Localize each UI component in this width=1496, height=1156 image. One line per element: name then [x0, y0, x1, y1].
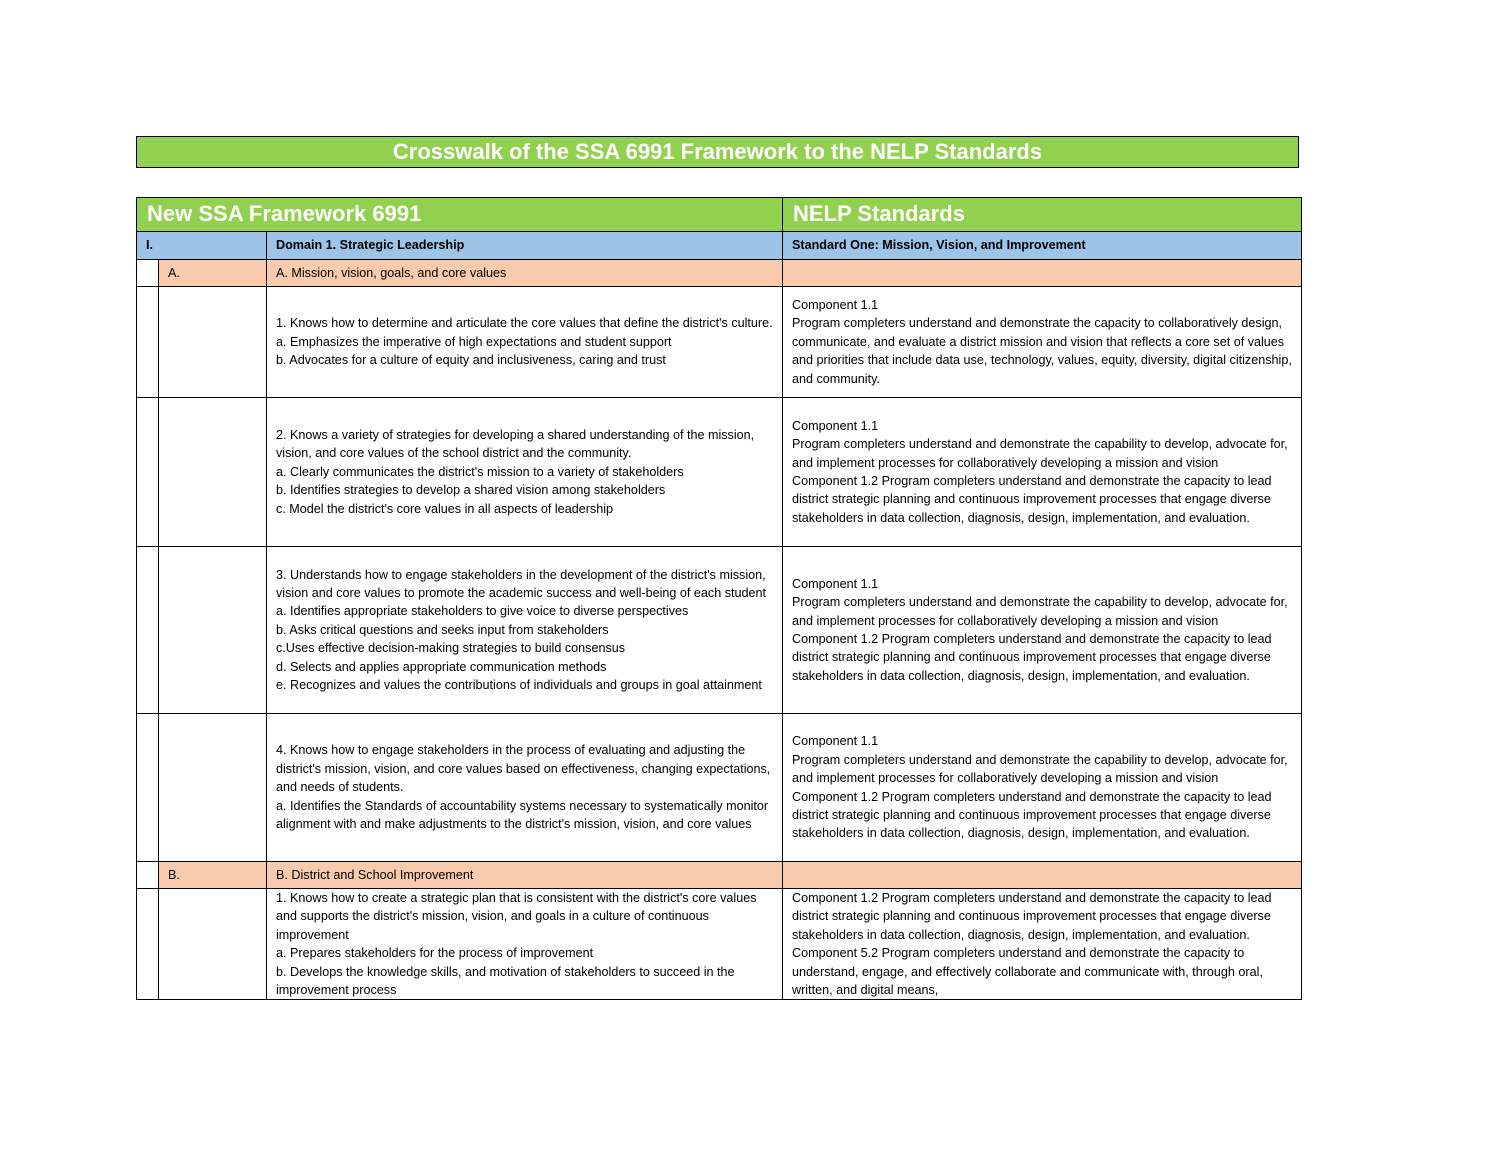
blank-cell	[137, 547, 159, 714]
blank-cell	[137, 862, 159, 889]
table-row	[137, 547, 1302, 714]
blank-cell	[159, 714, 267, 862]
framework-cell: 3. Understands how to engage stakeholders in the development of the district's mission, vision and core values to promote the academic success and well-being of each student a. Identifies appropriate stakeholders to give voice to diverse perspectives b. Asks critical questions and seeks input from stakeholders c.Uses effective decision-making strategies to build consensus d. Selects and applies appropriate communication methods e. Recognizes and values the contributions of individuals and groups in goal attainment	[267, 547, 783, 714]
framework-cell: 1. Knows how to create a strategic plan that is consistent with the district's core values and supports the district's mission, vision, and goals in a culture of continuous improvement a. Prepares stakeholders for the process of improvement b. Develops the knowledge skills, and motivation of stakeholders to succeed in the improvement process	[267, 889, 783, 1000]
nelp-column-header: NELP Standards	[783, 198, 1302, 232]
section-row-a	[137, 260, 1302, 287]
section-name: A. Mission, vision, goals, and core values	[267, 260, 783, 287]
nelp-cell: Component 1.1 Program completers understand and demonstrate the capacity to collaboratively design, communicate, and evaluate a district mission and vision that reflects a core set of values and priorities that include data use, technology, values, equity, diversity, digital citizenship, and community.	[783, 287, 1302, 398]
blank-cell	[159, 889, 267, 1000]
section-letter: A.	[159, 260, 267, 287]
blank-cell	[137, 398, 159, 547]
section-name: B. District and School Improvement	[267, 862, 783, 889]
blank-cell	[159, 398, 267, 547]
document-title: Crosswalk of the SSA 6991 Framework to the NELP Standards	[136, 136, 1299, 168]
framework-cell: 4. Knows how to engage stakeholders in the process of evaluating and adjusting the district's mission, vision, and core values based on effectiveness, changing expectations, and needs of students. a. Identifies the Standards of accountability systems necessary to systematically monitor alignment with and make adjustments to the district's mission, vision, and core values	[267, 714, 783, 862]
nelp-cell: Component 1.1 Program completers understand and demonstrate the capability to develop, advocate for, and implement processes for collaboratively developing a mission and vision Component 1.2 Program completers understand and demonstrate the capacity to lead district strategic planning and continuous improvement processes that engage diverse stakeholders in data collection, diagnosis, design, implementation, and evaluation.	[783, 398, 1302, 547]
table-row	[137, 287, 1302, 398]
crosswalk-table	[136, 197, 1302, 1000]
table-row	[137, 398, 1302, 547]
section-standard	[783, 260, 1302, 287]
blank-cell	[159, 287, 267, 398]
section-letter: B.	[159, 862, 267, 889]
table-row	[137, 714, 1302, 862]
nelp-cell: Component 1.2 Program completers understand and demonstrate the capacity to lead district strategic planning and continuous improvement processes that engage diverse stakeholders in data collection, diagnosis, design, implementation, and evaluation. Component 5.2 Program completers understand and demonstrate the capacity to understand, engage, and effectively collaborate and communicate with, through oral, written, and digital means,	[783, 889, 1302, 1000]
blank-cell	[137, 287, 159, 398]
nelp-cell: Component 1.1 Program completers understand and demonstrate the capability to develop, advocate for, and implement processes for collaboratively developing a mission and vision Component 1.2 Program completers understand and demonstrate the capacity to lead district strategic planning and continuous improvement processes that engage diverse stakeholders in data collection, diagnosis, design, implementation, and evaluation.	[783, 714, 1302, 862]
blank-cell	[137, 889, 159, 1000]
blank-cell	[159, 547, 267, 714]
framework-cell: 1. Knows how to determine and articulate the core values that define the district's culture. a. Emphasizes the imperative of high expectations and student support b. Advocates for a culture of equity and inclusiveness, caring and trust	[267, 287, 783, 398]
section-row-b	[137, 862, 1302, 889]
domain-name: Domain 1. Strategic Leadership	[267, 232, 783, 260]
domain-row	[137, 232, 1302, 260]
section-standard	[783, 862, 1302, 889]
table-row	[137, 889, 1302, 1000]
blank-cell	[137, 714, 159, 862]
domain-number: I.	[137, 232, 267, 260]
table-header-row	[137, 198, 1302, 232]
framework-cell: 2. Knows a variety of strategies for developing a shared understanding of the mission, vision, and core values of the school district and the community. a. Clearly communicates the district's mission to a variety of stakeholders b. Identifies strategies to develop a shared vision among stakeholders c. Model the district's core values in all aspects of leadership	[267, 398, 783, 547]
nelp-cell: Component 1.1 Program completers understand and demonstrate the capability to develop, advocate for, and implement processes for collaboratively developing a mission and vision Component 1.2 Program completers understand and demonstrate the capacity to lead district strategic planning and continuous improvement processes that engage diverse stakeholders in data collection, diagnosis, design, implementation, and evaluation.	[783, 547, 1302, 714]
blank-cell	[137, 260, 159, 287]
domain-standard: Standard One: Mission, Vision, and Improvement	[783, 232, 1302, 260]
framework-column-header: New SSA Framework 6991	[137, 198, 783, 232]
